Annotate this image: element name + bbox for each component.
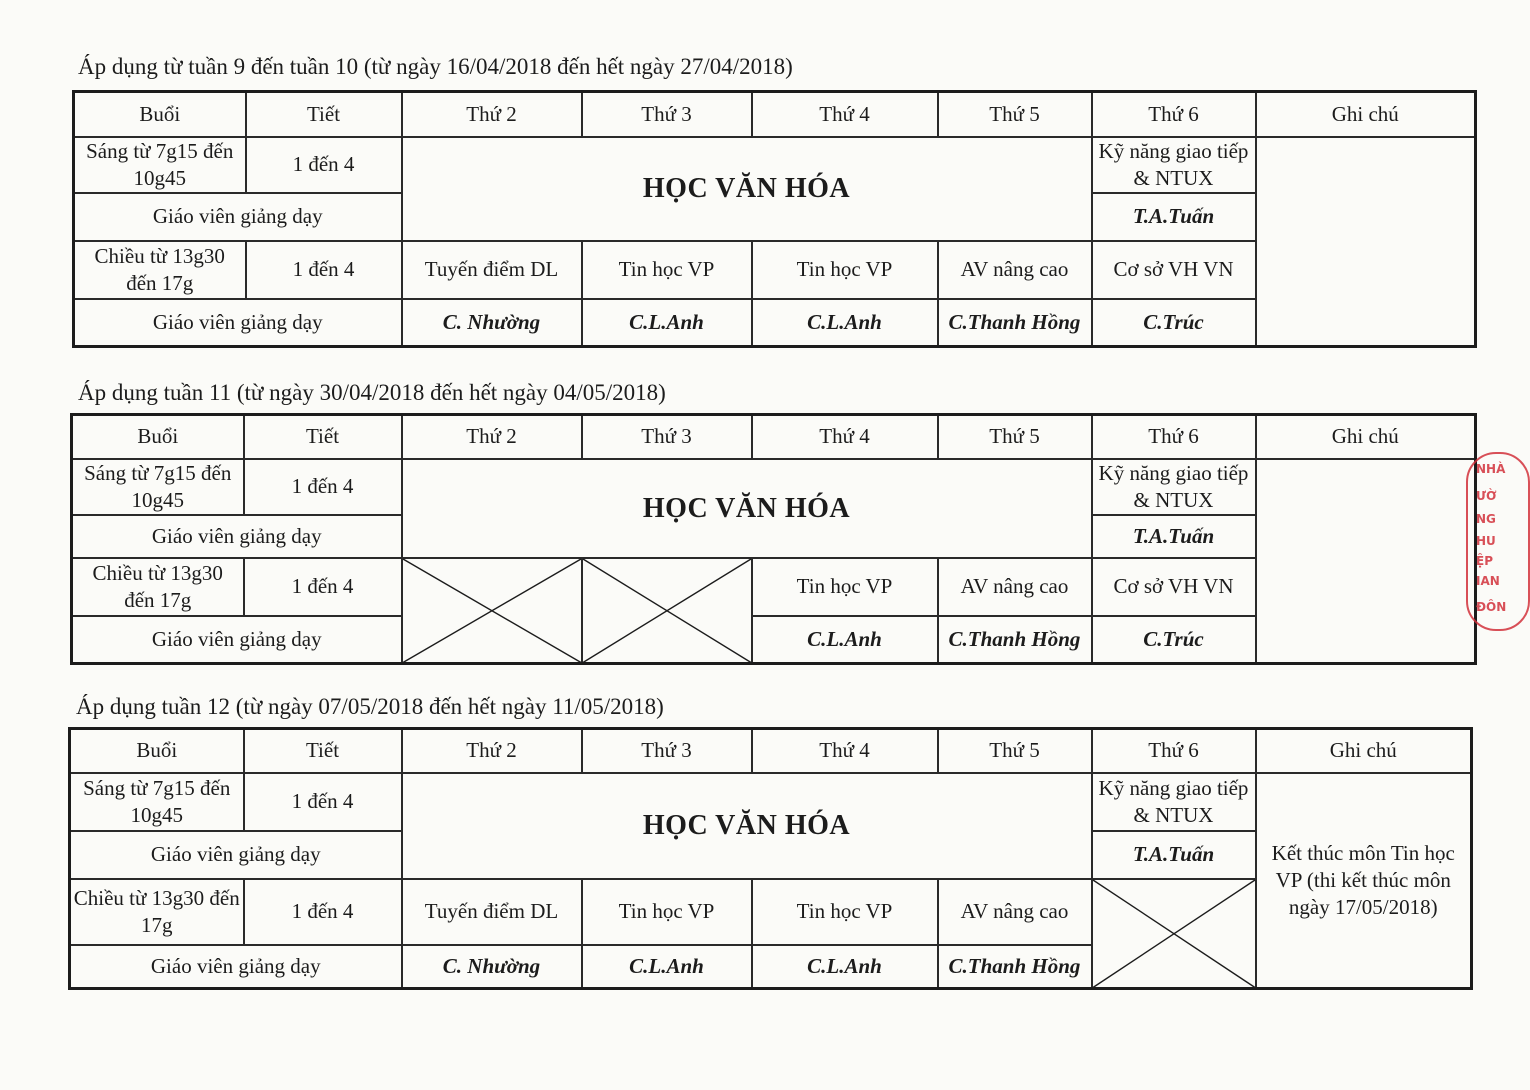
header-ghi-chu: Ghi chú xyxy=(1256,415,1476,459)
official-stamp: NHÀ ƯỜ NG HU ỆP IAN ĐÔN xyxy=(1466,452,1530,631)
header-ghi-chu: Ghi chú xyxy=(1256,92,1476,137)
friday-morning-teacher: T.A.Tuấn xyxy=(1092,515,1256,558)
friday-morning-teacher: T.A.Tuấn xyxy=(1092,831,1256,879)
afternoon-subject-thu-5: AV nâng cao xyxy=(938,241,1092,299)
header-ghi-chu: Ghi chú xyxy=(1256,729,1472,773)
note-cell: Kết thúc môn Tin học VP (thi kết thúc môn ngày 17/05/2018) xyxy=(1256,773,1472,989)
header-tiet: Tiết xyxy=(246,92,402,137)
morning-teacher-label: Giáo viên giảng dạy xyxy=(70,831,402,879)
afternoon-session-label: Chiều từ 13g30 đến 17g xyxy=(74,241,246,299)
header-thu-3: Thứ 3 xyxy=(582,415,752,459)
section-title: Áp dụng tuần 11 (từ ngày 30/04/2018 đến hết ngày 04/05/2018) xyxy=(78,380,666,405)
note-cell xyxy=(1256,137,1476,347)
cross-mark-icon xyxy=(1093,880,1255,988)
afternoon-subject-thu-4: Tin học VP xyxy=(752,241,938,299)
afternoon-session-label: Chiều từ 13g30 đến 17g xyxy=(72,558,244,616)
afternoon-subject-thu-2: Tuyến điểm DL xyxy=(402,879,582,945)
header-thu-3: Thứ 3 xyxy=(582,729,752,773)
header-thu-4: Thứ 4 xyxy=(752,729,938,773)
afternoon-subject-thu-4: Tin học VP xyxy=(752,879,938,945)
header-buoi: Buổi xyxy=(72,415,244,459)
afternoon-teacher-thu-2: C. Nhường xyxy=(402,945,582,989)
afternoon-teacher-thu-3: C.L.Anh xyxy=(582,299,752,347)
morning-session-label: Sáng từ 7g15 đến 10g45 xyxy=(70,773,244,831)
afternoon-session-label: Chiều từ 13g30 đến 17g xyxy=(70,879,244,945)
no-class-cross-thu-6 xyxy=(1092,879,1256,989)
morning-periods: 1 đến 4 xyxy=(244,459,402,515)
header-tiet: Tiết xyxy=(244,415,402,459)
header-thu-2: Thứ 2 xyxy=(402,415,582,459)
afternoon-subject-thu-3: Tin học VP xyxy=(582,241,752,299)
no-class-cross-thu-2 xyxy=(402,558,582,664)
morning-teacher-label: Giáo viên giảng dạy xyxy=(72,515,402,558)
afternoon-subject-thu-4: Tin học VP xyxy=(752,558,938,616)
cross-mark-icon xyxy=(403,559,581,663)
friday-morning-subject: Kỹ năng giao tiếp & NTUX xyxy=(1092,459,1256,515)
afternoon-teacher-label: Giáo viên giảng dạy xyxy=(74,299,402,347)
afternoon-teacher-thu-6: C.Trúc xyxy=(1092,299,1256,347)
afternoon-periods: 1 đến 4 xyxy=(246,241,402,299)
afternoon-subject-thu-5: AV nâng cao xyxy=(938,879,1092,945)
header-thu-6: Thứ 6 xyxy=(1092,415,1256,459)
afternoon-teacher-thu-6: C.Trúc xyxy=(1092,616,1256,664)
schedule-table xyxy=(70,413,1477,665)
afternoon-teacher-thu-4: C.L.Anh xyxy=(752,299,938,347)
header-thu-5: Thứ 5 xyxy=(938,92,1092,137)
friday-morning-teacher: T.A.Tuấn xyxy=(1092,193,1256,241)
afternoon-teacher-thu-5: C.Thanh Hồng xyxy=(938,299,1092,347)
header-thu-4: Thứ 4 xyxy=(752,92,938,137)
afternoon-subject-thu-2: Tuyến điểm DL xyxy=(402,241,582,299)
afternoon-subject-thu-6: Cơ sở VH VN xyxy=(1092,558,1256,616)
header-thu-2: Thứ 2 xyxy=(402,92,582,137)
hoc-van-hoa-block: HỌC VĂN HÓA xyxy=(402,773,1092,879)
afternoon-subject-thu-3: Tin học VP xyxy=(582,879,752,945)
header-thu-2: Thứ 2 xyxy=(402,729,582,773)
hoc-van-hoa-block: HỌC VĂN HÓA xyxy=(402,137,1092,241)
note-cell xyxy=(1256,459,1476,664)
afternoon-teacher-thu-5: C.Thanh Hồng xyxy=(938,616,1092,664)
afternoon-periods: 1 đến 4 xyxy=(244,558,402,616)
morning-periods: 1 đến 4 xyxy=(246,137,402,193)
cross-mark-icon xyxy=(583,559,751,663)
hoc-van-hoa-block: HỌC VĂN HÓA xyxy=(402,459,1092,558)
header-thu-3: Thứ 3 xyxy=(582,92,752,137)
afternoon-teacher-thu-4: C.L.Anh xyxy=(752,945,938,989)
schedule-table xyxy=(72,90,1477,348)
afternoon-teacher-thu-2: C. Nhường xyxy=(402,299,582,347)
afternoon-teacher-thu-3: C.L.Anh xyxy=(582,945,752,989)
no-class-cross-thu-3 xyxy=(582,558,752,664)
header-thu-5: Thứ 5 xyxy=(938,415,1092,459)
schedule-table xyxy=(68,727,1473,990)
header-thu-6: Thứ 6 xyxy=(1092,729,1256,773)
afternoon-subject-thu-6: Cơ sở VH VN xyxy=(1092,241,1256,299)
friday-morning-subject: Kỹ năng giao tiếp & NTUX xyxy=(1092,137,1256,193)
friday-morning-subject: Kỹ năng giao tiếp & NTUX xyxy=(1092,773,1256,831)
afternoon-teacher-label: Giáo viên giảng dạy xyxy=(70,945,402,989)
header-tiet: Tiết xyxy=(244,729,402,773)
morning-session-label: Sáng từ 7g15 đến 10g45 xyxy=(74,137,246,193)
afternoon-teacher-thu-4: C.L.Anh xyxy=(752,616,938,664)
header-thu-6: Thứ 6 xyxy=(1092,92,1256,137)
section-title: Áp dụng từ tuần 9 đến tuần 10 (từ ngày 16/04/2018 đến hết ngày 27/04/2018) xyxy=(78,54,793,79)
morning-teacher-label: Giáo viên giảng dạy xyxy=(74,193,402,241)
afternoon-subject-thu-5: AV nâng cao xyxy=(938,558,1092,616)
header-thu-4: Thứ 4 xyxy=(752,415,938,459)
header-buoi: Buổi xyxy=(70,729,244,773)
section-title: Áp dụng tuần 12 (từ ngày 07/05/2018 đến hết ngày 11/05/2018) xyxy=(76,694,664,719)
afternoon-teacher-label: Giáo viên giảng dạy xyxy=(72,616,402,664)
header-buoi: Buổi xyxy=(74,92,246,137)
header-thu-5: Thứ 5 xyxy=(938,729,1092,773)
morning-periods: 1 đến 4 xyxy=(244,773,402,831)
afternoon-periods: 1 đến 4 xyxy=(244,879,402,945)
morning-session-label: Sáng từ 7g15 đến 10g45 xyxy=(72,459,244,515)
afternoon-teacher-thu-5: C.Thanh Hồng xyxy=(938,945,1092,989)
